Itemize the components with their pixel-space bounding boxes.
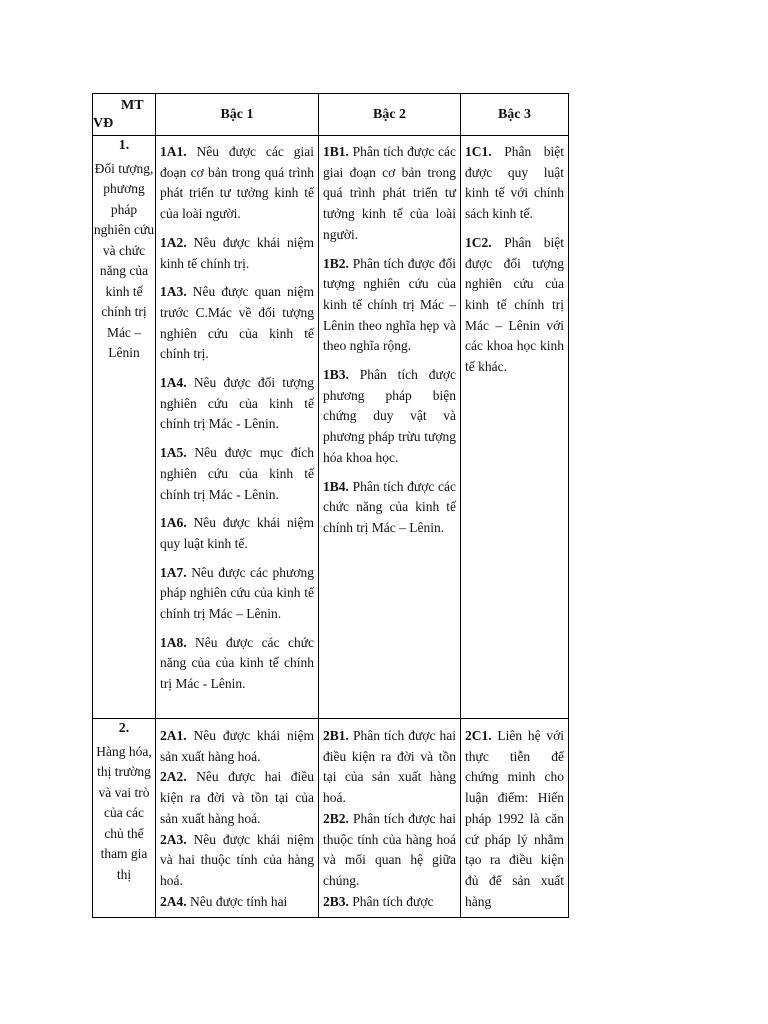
item-text: Nêu được đối tượng nghiên cứu của kinh tế chính trị Mác - Lênin. (160, 375, 314, 432)
item-code: 1B4. (323, 478, 349, 494)
item-text: Nêu được quan niệm trước C.Mác về đối tượng nghiên cứu của kinh tế chính trị. (160, 284, 314, 362)
item-code: 1A4. (160, 375, 187, 391)
bac3-cell (461, 136, 569, 719)
item-text: Phân tích được hai điều kiện ra đời và tồn tại của sản xuất hàng hoá. (323, 728, 457, 806)
bac1-cell (156, 719, 319, 918)
item-text: Nêu được hai điều kiện ra đời và tồn tại của sản xuất hàng hoá. (160, 769, 314, 826)
item-code: 1A5. (160, 445, 187, 461)
list-item (323, 726, 456, 809)
item-code: 2C1. (465, 728, 492, 743)
item-text: Phân tích được các giai đoạn cơ bản trong quá trình phát triển tư tưởng kinh tế của loài người. (323, 144, 456, 242)
list-item (465, 726, 564, 912)
bac1-cell (156, 136, 319, 719)
header-mt-vd (93, 94, 156, 136)
topic-text: Hàng hóa, thị trường và vai trò của các chủ thể tham gia thị (96, 743, 152, 882)
list-item (323, 142, 456, 246)
bac2-cell (319, 136, 461, 719)
bac3-cell (461, 719, 569, 918)
table-row (93, 136, 569, 719)
item-text: Phân tích được phương pháp biện chứng duy vật và phương pháp trừu tượng hóa khoa học. (323, 367, 456, 465)
list-item (323, 365, 456, 469)
topic-cell (93, 719, 156, 918)
item-code: 1A6. (160, 515, 187, 531)
header-vd: VĐ (93, 115, 114, 131)
topic-text: Đối tượng, phương pháp nghiên cứu và chức năng của kinh tế chính trị Mác – Lênin (93, 160, 155, 360)
list-item (160, 830, 314, 892)
item-code: 2B1. (323, 728, 349, 743)
item-text: Phân tích được các chức năng của kinh tế chính trị Mác – Lênin. (323, 478, 456, 535)
item-code: 2B2. (323, 810, 349, 826)
header-bac-2: Bậc 2 (319, 94, 461, 136)
item-code: 1C1. (465, 144, 492, 159)
item-code: 1B3. (323, 367, 349, 383)
item-code: 1A3. (160, 284, 187, 300)
item-text: Nêu được các chức năng của của kinh tế chính trị Mác - Lênin. (160, 634, 315, 692)
topic-cell (93, 136, 156, 719)
item-text: Nêu được khái niệm kinh tế chính trị. (160, 234, 314, 271)
item-code: 1A2. (160, 234, 187, 250)
list-item (465, 233, 564, 378)
item-code: 1A8. (160, 634, 187, 650)
table-row (93, 719, 569, 918)
list-item (323, 892, 456, 913)
item-text: Nêu được khái niệm sản xuất hàng hoá. (160, 728, 314, 764)
list-item (465, 142, 564, 225)
item-text: Phân biệt được đối tượng nghiên cứu của kinh tế chính trị Mác – Lênin với các khoa học kinh tế khác. (465, 234, 564, 375)
list-item (323, 254, 456, 358)
list-item (160, 892, 314, 913)
list-item (160, 443, 314, 505)
item-code: 1A7. (160, 564, 187, 580)
header-bac-3: Bậc 3 (461, 94, 569, 136)
list-item (160, 142, 314, 225)
item-text: Phân tích được hai thuộc tính của hàng hoá và mối quan hệ giữa chúng. (323, 810, 457, 888)
list-item (160, 282, 314, 365)
table-header-row (93, 94, 569, 136)
item-code: 1B1. (323, 144, 349, 159)
item-code: 1B2. (323, 255, 349, 271)
list-item (160, 633, 314, 695)
list-item (323, 477, 456, 539)
header-bac-1: Bậc 1 (156, 94, 319, 136)
item-text: Nêu được các phương pháp nghiên cứu của kinh tế chính trị Mác – Lênin. (160, 564, 314, 622)
item-text: Nêu được các giai đoạn cơ bản trong quá trình phát triển tư tưởng kinh tế của loài người. (160, 144, 314, 222)
item-code: 2B3. (323, 893, 349, 909)
list-item (160, 373, 314, 435)
item-code: 2A4. (160, 893, 187, 909)
competency-table (92, 93, 569, 918)
bac2-cell (319, 719, 461, 918)
item-text: Nêu được tính hai (190, 893, 288, 909)
item-code: 2A3. (160, 831, 187, 847)
item-code: 1C2. (465, 234, 492, 250)
list-item (160, 563, 314, 625)
item-code: 1A1. (160, 144, 187, 159)
list-item (160, 513, 314, 554)
topic-number: 2. (118, 721, 130, 736)
list-item (160, 233, 314, 274)
item-text: Liên hệ với thực tiễn để chứng minh cho luận điểm: Hiến pháp 1992 là căn cứ pháp lý nhằm tạo ra điều kiện đủ để sản xuất hàng (465, 728, 564, 909)
header-mt: MT (121, 97, 144, 113)
item-text: Phân tích được (352, 893, 434, 909)
list-item (160, 726, 314, 767)
list-item (323, 809, 456, 892)
item-text: Nêu được khái niệm quy luật kinh tế. (160, 515, 314, 551)
item-code: 2A2. (160, 769, 187, 785)
item-text: Phân tích được đối tượng nghiên cứu của kinh tế chính trị Mác – Lênin theo nghĩa hẹp và theo nghĩa rộng. (323, 255, 456, 354)
topic-number: 1. (118, 138, 130, 153)
item-text: Nêu được mục đích nghiên cứu của kinh tế chính trị Mác - Lênin. (160, 445, 314, 502)
item-text: Nêu được khái niệm và hai thuộc tính của hàng hoá. (160, 831, 314, 888)
item-text: Phân biệt được quy luật kinh tế với chính sách kinh tế. (465, 144, 564, 222)
item-code: 2A1. (160, 728, 187, 743)
list-item (160, 767, 314, 829)
